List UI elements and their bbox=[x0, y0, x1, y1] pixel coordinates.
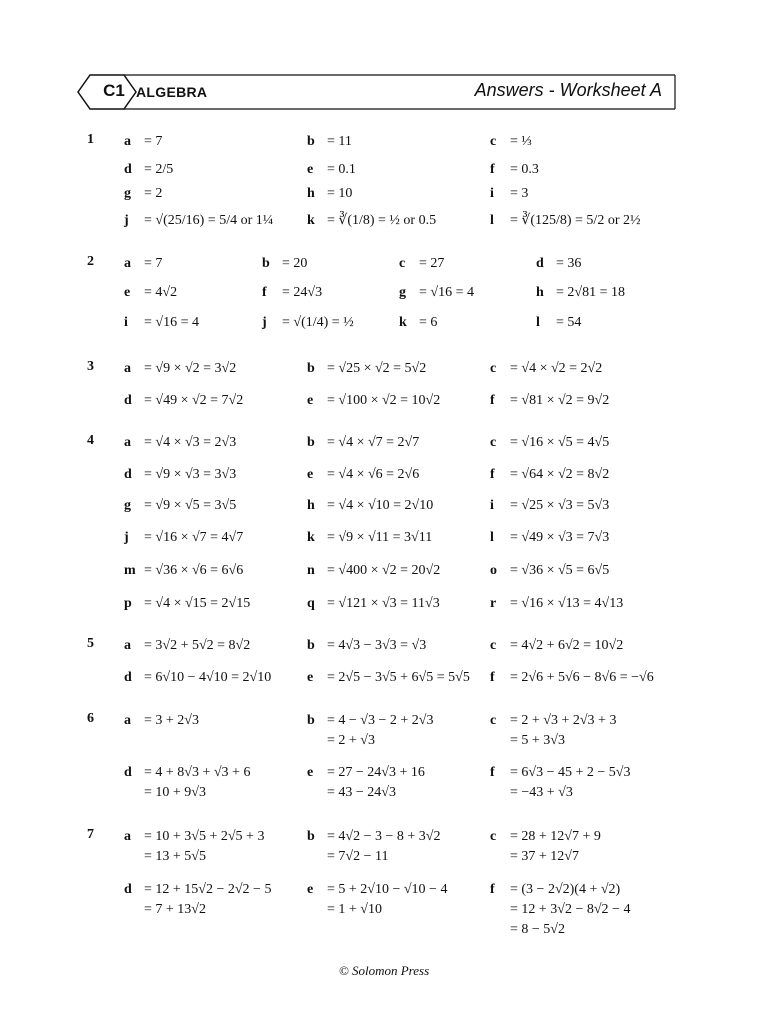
answer-part bbox=[124, 668, 271, 688]
part-letter: g bbox=[124, 186, 131, 201]
answer-part bbox=[490, 636, 623, 656]
question-number: 3 bbox=[87, 359, 94, 374]
part-letter: a bbox=[124, 134, 131, 149]
answer-expression: = √4 × √6 = 2√6 bbox=[327, 467, 420, 482]
part-letter: d bbox=[124, 765, 132, 780]
answer-expression: = √16 × √5 = 4√5 bbox=[510, 435, 610, 450]
question-number: 5 bbox=[87, 636, 94, 651]
answer-part bbox=[124, 561, 243, 581]
sheet-title: Answers - Worksheet A bbox=[474, 80, 662, 100]
answer-part bbox=[490, 496, 609, 516]
answer-expression: = 4√2 bbox=[144, 285, 178, 300]
answer-part bbox=[307, 763, 425, 783]
part-letter: c bbox=[490, 435, 497, 450]
answer-part bbox=[307, 496, 433, 516]
part-letter: h bbox=[307, 498, 315, 513]
part-letter: f bbox=[490, 882, 495, 897]
question-number: 4 bbox=[87, 433, 94, 448]
answer-expression: = (3 − 2√2)(4 + √2) bbox=[510, 882, 621, 897]
answer-expression: = 2√6 + 5√6 − 8√6 = −√6 bbox=[510, 670, 654, 685]
part-letter: b bbox=[307, 435, 315, 450]
answer-part bbox=[399, 254, 444, 274]
part-letter: g bbox=[399, 285, 406, 300]
answer-part bbox=[490, 184, 528, 204]
answer-expression: = 4√2 − 3 − 8 + 3√2 bbox=[327, 829, 441, 844]
answer-expression: = 36 bbox=[556, 256, 582, 271]
part-letter: a bbox=[124, 256, 131, 271]
answer-part bbox=[307, 211, 436, 231]
part-letter: j bbox=[124, 213, 129, 228]
part-letter: e bbox=[307, 467, 314, 482]
part-letter: b bbox=[307, 829, 315, 844]
answer-part bbox=[307, 711, 433, 731]
part-letter: h bbox=[536, 285, 544, 300]
part-letter: l bbox=[490, 530, 494, 545]
answer-part bbox=[490, 528, 609, 548]
part-letter: f bbox=[262, 285, 267, 300]
answer-expression: = 10 + 3√5 + 2√5 + 3 bbox=[144, 829, 265, 844]
answer-part bbox=[307, 132, 352, 152]
answer-part bbox=[307, 561, 440, 581]
answer-expression: = 0.3 bbox=[510, 162, 539, 177]
answer-expression: = 6√10 − 4√10 = 2√10 bbox=[144, 670, 272, 685]
answer-expression: = √4 × √7 = 2√7 bbox=[327, 435, 420, 450]
answer-expression: = √16 = 4 bbox=[144, 315, 199, 330]
question-number: 1 bbox=[87, 132, 94, 147]
answer-expression: = 7 bbox=[144, 256, 163, 271]
part-letter: q bbox=[307, 596, 315, 611]
question-number: 7 bbox=[87, 827, 94, 842]
part-letter: g bbox=[124, 498, 131, 513]
part-letter: c bbox=[399, 256, 406, 271]
part-letter: e bbox=[307, 162, 314, 177]
answer-expression: = 0.1 bbox=[327, 162, 356, 177]
answer-expression: = √4 × √3 = 2√3 bbox=[144, 435, 237, 450]
answer-expression: = √9 × √3 = 3√3 bbox=[144, 467, 237, 482]
answer-part bbox=[490, 763, 630, 783]
answer-part bbox=[307, 880, 447, 900]
answer-part bbox=[124, 465, 236, 485]
part-letter: f bbox=[490, 162, 495, 177]
part-letter: e bbox=[307, 882, 314, 897]
answer-expression: = √36 × √6 = 6√6 bbox=[144, 563, 244, 578]
answer-part bbox=[262, 254, 307, 274]
answer-part bbox=[124, 880, 271, 900]
answer-expression: = 3√2 + 5√2 = 8√2 bbox=[144, 638, 251, 653]
answer-part bbox=[307, 433, 419, 453]
answer-part bbox=[490, 160, 539, 180]
answer-part bbox=[307, 528, 432, 548]
part-letter: j bbox=[124, 530, 129, 545]
answer-part bbox=[307, 160, 356, 180]
answer-expression: = 4 − √3 − 2 + 2√3 bbox=[327, 713, 434, 728]
part-letter: e bbox=[307, 765, 314, 780]
answer-expression: = 12 + 15√2 − 2√2 − 5 bbox=[144, 882, 272, 897]
answer-continuation: = 8 − 5√2 bbox=[510, 922, 565, 937]
answer-expression: = √25 × √2 = 5√2 bbox=[327, 361, 427, 376]
part-letter: k bbox=[307, 530, 315, 545]
answer-expression: = 4 + 8√3 + √3 + 6 bbox=[144, 765, 251, 780]
answer-part bbox=[124, 496, 236, 516]
part-letter: d bbox=[124, 670, 132, 685]
question-number: 2 bbox=[87, 254, 94, 269]
part-letter: m bbox=[124, 563, 136, 578]
answer-expression: = √4 × √15 = 2√15 bbox=[144, 596, 251, 611]
part-letter: f bbox=[490, 393, 495, 408]
answer-part bbox=[490, 359, 602, 379]
answer-part bbox=[124, 636, 250, 656]
question-number: 6 bbox=[87, 711, 94, 726]
part-letter: i bbox=[124, 315, 128, 330]
answer-expression: = √36 × √5 = 6√5 bbox=[510, 563, 610, 578]
part-letter: b bbox=[307, 361, 315, 376]
answer-part bbox=[490, 561, 609, 581]
part-letter: l bbox=[536, 315, 540, 330]
answer-expression: = 20 bbox=[282, 256, 308, 271]
answer-part bbox=[124, 254, 162, 274]
answer-part bbox=[124, 283, 177, 303]
part-letter: b bbox=[307, 638, 315, 653]
part-letter: d bbox=[124, 882, 132, 897]
part-letter: h bbox=[307, 186, 315, 201]
answer-part bbox=[490, 668, 654, 688]
part-letter: d bbox=[124, 467, 132, 482]
part-letter: d bbox=[124, 393, 132, 408]
answer-expression: = 28 + 12√7 + 9 bbox=[510, 829, 601, 844]
answer-part bbox=[124, 211, 273, 231]
answer-expression: = 54 bbox=[556, 315, 582, 330]
answer-continuation: = 43 − 24√3 bbox=[327, 785, 396, 800]
footer-copyright: © Solomon Press bbox=[338, 963, 430, 978]
answer-continuation: = 5 + 3√3 bbox=[510, 733, 565, 748]
answer-continuation: = 12 + 3√2 − 8√2 − 4 bbox=[510, 902, 631, 917]
answer-part bbox=[262, 283, 322, 303]
answer-expression: = √9 × √11 = 3√11 bbox=[327, 530, 433, 545]
answer-part bbox=[124, 359, 236, 379]
answer-part bbox=[536, 313, 581, 333]
part-letter: a bbox=[124, 638, 131, 653]
part-letter: i bbox=[490, 186, 494, 201]
answer-part bbox=[490, 391, 609, 411]
part-letter: f bbox=[490, 467, 495, 482]
answer-continuation: = 13 + 5√5 bbox=[144, 849, 206, 864]
part-letter: b bbox=[262, 256, 270, 271]
answer-expression: = √64 × √2 = 8√2 bbox=[510, 467, 610, 482]
part-letter: k bbox=[399, 315, 407, 330]
answer-expression: = 2 bbox=[144, 186, 163, 201]
answer-expression: = √121 × √3 = 11√3 bbox=[327, 596, 440, 611]
part-letter: d bbox=[124, 162, 132, 177]
answer-expression: = √9 × √5 = 3√5 bbox=[144, 498, 237, 513]
answer-expression: = 5 + 2√10 − √10 − 4 bbox=[327, 882, 448, 897]
answer-expression: = 2√81 = 18 bbox=[556, 285, 625, 300]
part-letter: k bbox=[307, 213, 315, 228]
answer-expression: = ∛(125/8) = 5/2 or 2½ bbox=[510, 213, 641, 228]
part-letter: i bbox=[490, 498, 494, 513]
part-letter: e bbox=[307, 393, 314, 408]
answer-expression: = 6√3 − 45 + 2 − 5√3 bbox=[510, 765, 631, 780]
chapter-code: C1 bbox=[103, 81, 125, 100]
answer-part bbox=[307, 465, 419, 485]
answer-expression: = 3 + 2√3 bbox=[144, 713, 199, 728]
answer-part bbox=[124, 313, 199, 333]
answer-part bbox=[490, 880, 620, 900]
part-letter: c bbox=[490, 134, 497, 149]
answer-part bbox=[124, 391, 243, 411]
answer-expression: = 2/5 bbox=[144, 162, 174, 177]
answer-continuation: = 2 + √3 bbox=[327, 733, 375, 748]
answer-expression: = 6 bbox=[419, 315, 438, 330]
answer-continuation: = 1 + √10 bbox=[327, 902, 382, 917]
answer-expression: = √4 × √2 = 2√2 bbox=[510, 361, 603, 376]
answer-expression: = √49 × √2 = 7√2 bbox=[144, 393, 244, 408]
answer-part bbox=[307, 668, 470, 688]
answer-continuation: = 10 + 9√3 bbox=[144, 785, 206, 800]
answer-expression: = 27 bbox=[419, 256, 445, 271]
answer-expression: = √81 × √2 = 9√2 bbox=[510, 393, 610, 408]
part-letter: b bbox=[307, 713, 315, 728]
answer-continuation: = −43 + √3 bbox=[510, 785, 573, 800]
part-letter: f bbox=[490, 765, 495, 780]
answer-part bbox=[307, 359, 426, 379]
part-letter: e bbox=[307, 670, 314, 685]
answer-expression: = √16 × √13 = 4√13 bbox=[510, 596, 624, 611]
part-letter: a bbox=[124, 713, 131, 728]
answer-expression: = √400 × √2 = 20√2 bbox=[327, 563, 441, 578]
answer-part bbox=[124, 132, 162, 152]
answer-continuation: = 37 + 12√7 bbox=[510, 849, 579, 864]
answer-part bbox=[307, 184, 352, 204]
part-letter: a bbox=[124, 361, 131, 376]
answer-expression: = 10 bbox=[327, 186, 353, 201]
answer-part bbox=[124, 528, 243, 548]
part-letter: a bbox=[124, 829, 131, 844]
part-letter: l bbox=[490, 213, 494, 228]
part-letter: n bbox=[307, 563, 315, 578]
part-letter: a bbox=[124, 435, 131, 450]
part-letter: r bbox=[490, 596, 497, 611]
part-letter: d bbox=[536, 256, 544, 271]
answer-part bbox=[307, 594, 440, 614]
answer-part bbox=[124, 160, 173, 180]
answer-expression: = √49 × √3 = 7√3 bbox=[510, 530, 610, 545]
answer-expression: = 11 bbox=[327, 134, 352, 149]
part-letter: c bbox=[490, 638, 497, 653]
answer-part bbox=[124, 594, 250, 614]
answer-part bbox=[490, 594, 623, 614]
answer-expression: = 7 bbox=[144, 134, 163, 149]
answer-expression: = √(1/4) = ½ bbox=[282, 315, 354, 330]
part-letter: c bbox=[490, 829, 497, 844]
topic-title: ALGEBRA bbox=[136, 84, 208, 100]
answer-part bbox=[536, 283, 625, 303]
answer-expression: = ⅓ bbox=[510, 134, 532, 149]
answer-part bbox=[490, 827, 601, 847]
answer-expression: = 24√3 bbox=[282, 285, 323, 300]
answer-expression: = √16 = 4 bbox=[419, 285, 474, 300]
answer-part bbox=[124, 827, 264, 847]
answer-expression: = 4√3 − 3√3 = √3 bbox=[327, 638, 427, 653]
answer-part bbox=[490, 711, 616, 731]
answer-part bbox=[490, 465, 609, 485]
answer-part bbox=[490, 211, 640, 231]
answer-expression: = √16 × √7 = 4√7 bbox=[144, 530, 244, 545]
part-letter: f bbox=[490, 670, 495, 685]
answer-expression: = 2√5 − 3√5 + 6√5 = 5√5 bbox=[327, 670, 470, 685]
answer-expression: = √100 × √2 = 10√2 bbox=[327, 393, 441, 408]
answer-part bbox=[307, 636, 426, 656]
answer-continuation: = 7√2 − 11 bbox=[327, 849, 389, 864]
part-letter: c bbox=[490, 713, 497, 728]
part-letter: o bbox=[490, 563, 497, 578]
answer-continuation: = 7 + 13√2 bbox=[144, 902, 206, 917]
answer-expression: = 4√2 + 6√2 = 10√2 bbox=[510, 638, 624, 653]
answer-expression: = √4 × √10 = 2√10 bbox=[327, 498, 434, 513]
answer-part bbox=[307, 391, 440, 411]
part-letter: e bbox=[124, 285, 131, 300]
answer-expression: = √25 × √3 = 5√3 bbox=[510, 498, 610, 513]
answer-part bbox=[262, 313, 354, 333]
part-letter: p bbox=[124, 596, 132, 611]
answer-expression: = 3 bbox=[510, 186, 529, 201]
answer-part bbox=[490, 433, 609, 453]
answer-expression: = ∛(1/8) = ½ or 0.5 bbox=[327, 213, 437, 228]
answer-part bbox=[124, 433, 236, 453]
answer-part bbox=[536, 254, 581, 274]
answer-part bbox=[399, 283, 474, 303]
worksheet-header bbox=[76, 74, 676, 110]
answer-part bbox=[124, 184, 162, 204]
answer-expression: = √9 × √2 = 3√2 bbox=[144, 361, 237, 376]
answer-part bbox=[124, 763, 250, 783]
answer-part bbox=[307, 827, 440, 847]
answer-part bbox=[399, 313, 437, 333]
part-letter: b bbox=[307, 134, 315, 149]
answer-expression: = 27 − 24√3 + 16 bbox=[327, 765, 425, 780]
part-letter: j bbox=[262, 315, 267, 330]
answer-expression: = √(25/16) = 5/4 or 1¼ bbox=[144, 213, 274, 228]
answer-expression: = 2 + √3 + 2√3 + 3 bbox=[510, 713, 617, 728]
answer-part bbox=[124, 711, 199, 731]
answer-part bbox=[490, 132, 532, 152]
part-letter: c bbox=[490, 361, 497, 376]
